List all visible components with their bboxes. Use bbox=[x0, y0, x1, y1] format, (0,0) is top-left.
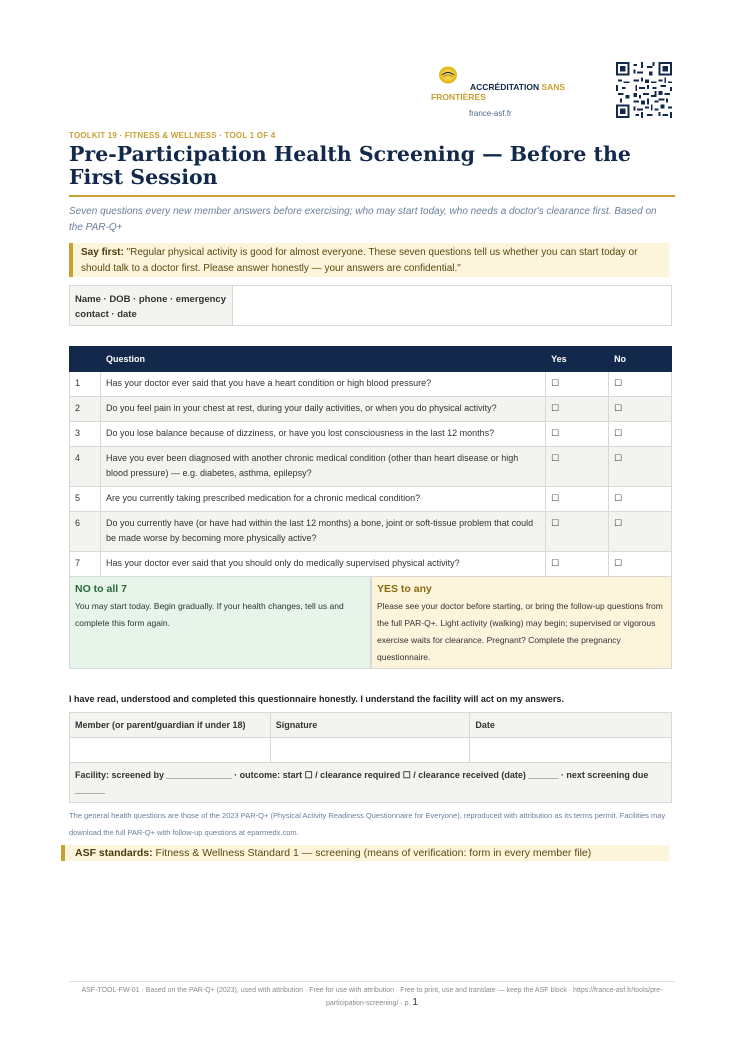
question-number: 2 bbox=[70, 397, 101, 422]
date-label: Date bbox=[470, 713, 672, 738]
signature-table bbox=[69, 712, 672, 803]
asf-standards-callout bbox=[61, 845, 669, 861]
no-checkbox[interactable]: ☐ bbox=[609, 397, 672, 422]
table-row bbox=[70, 552, 672, 577]
yes-checkbox[interactable]: ☐ bbox=[546, 372, 609, 397]
brand-url[interactable]: france-asf.fr bbox=[469, 109, 512, 118]
questions-table-header bbox=[70, 347, 672, 372]
footer-divider bbox=[69, 981, 675, 982]
no-checkbox[interactable]: ☐ bbox=[609, 487, 672, 512]
outcome-yes-box bbox=[371, 576, 672, 669]
question-text: Has your doctor ever said that you have a heart condition or high blood pressure? bbox=[100, 372, 545, 397]
outcome-no-text: You may start today. Begin gradually. If your health changes, tell us and complete this form again. bbox=[75, 601, 344, 628]
outcome-yes-title: YES to any bbox=[377, 583, 432, 595]
no-checkbox[interactable]: ☐ bbox=[609, 447, 672, 487]
date-field[interactable] bbox=[470, 738, 672, 763]
brand-name-part3: FRONTIÈRES bbox=[431, 92, 486, 102]
question-text: Are you currently taking prescribed medication for a chronic medical condition? bbox=[100, 487, 545, 512]
member-name-field[interactable] bbox=[70, 738, 271, 763]
question-number: 4 bbox=[70, 447, 101, 487]
outcome-no-box bbox=[69, 576, 371, 669]
page-number: 1 bbox=[412, 997, 418, 1008]
declaration-text: I have read, understood and completed this questionnaire honestly. I understand the facility will act on my answers. bbox=[69, 694, 564, 704]
signature-field[interactable] bbox=[270, 738, 470, 763]
question-text: Do you lose balance because of dizziness, or have you lost consciousness in the last 12 months? bbox=[100, 422, 545, 447]
say-first-text: "Regular physical activity is good for almost everyone. These seven questions tell us whether you can start today or should talk to a doctor first. Please answer honestly — your answers are confidential." bbox=[81, 247, 638, 274]
toolkit-eyebrow: TOOLKIT 19 · FITNESS & WELLNESS · TOOL 1 OF 4 bbox=[69, 131, 276, 140]
member-details-label: Name · DOB · phone · emergency contact · date bbox=[70, 286, 233, 325]
question-number: 5 bbox=[70, 487, 101, 512]
no-checkbox[interactable]: ☐ bbox=[609, 422, 672, 447]
table-row bbox=[70, 447, 672, 487]
title-divider bbox=[69, 195, 675, 197]
question-text: Do you feel pain in your chest at rest, during your daily activities, or when you do physical activity? bbox=[100, 397, 545, 422]
table-row bbox=[70, 487, 672, 512]
question-number: 1 bbox=[70, 372, 101, 397]
table-row bbox=[70, 422, 672, 447]
member-details-input[interactable] bbox=[234, 286, 671, 325]
brand-name bbox=[431, 82, 591, 102]
facility-screening-text: Facility: screened by _____________ · outcome: start ☐ / clearance required ☐ / clearance received (date) ______ · next screening due ______ bbox=[70, 763, 672, 803]
page-title: Pre-Participation Health Screening — Before the First Session bbox=[69, 142, 631, 189]
page-footer bbox=[69, 985, 675, 1010]
questions-table bbox=[69, 346, 672, 577]
no-checkbox[interactable]: ☐ bbox=[609, 372, 672, 397]
say-first-callout bbox=[69, 243, 669, 277]
say-first-label: Say first: bbox=[81, 247, 124, 258]
question-text: Has your doctor ever said that you should only do medically supervised physical activity? bbox=[100, 552, 545, 577]
member-details-field bbox=[69, 285, 672, 326]
asf-standards-label: ASF standards: bbox=[75, 847, 153, 859]
brand-name-part1: ACCRÉDITATION bbox=[470, 82, 540, 92]
signature-label: Signature bbox=[270, 713, 470, 738]
footer-text: ASF-TOOL-FW-01 · Based on the PAR-Q+ (2023), used with attribution · Free for use with attribution · Free to print, use and translate — keep the ASF block · https://france-asf.fr/tools/pre-participation-screening/ · p. bbox=[81, 987, 663, 1007]
question-text: Do you currently have (or have had within the last 12 months) a bone, joint or soft-tissue problem that could be made worse by becoming more physically active? bbox=[100, 512, 545, 552]
yes-checkbox[interactable]: ☐ bbox=[546, 552, 609, 577]
question-number: 3 bbox=[70, 422, 101, 447]
yes-checkbox[interactable]: ☐ bbox=[546, 487, 609, 512]
outcome-yes-text: Please see your doctor before starting, or bring the follow-up questions from the full PAR-Q+. Light activity (walking) may begin; supervised or vigorous exercise waits for clearance. Pregnant? Complete the pregnancy questionnaire. bbox=[377, 601, 663, 662]
question-number: 6 bbox=[70, 512, 101, 552]
header-question: Question bbox=[100, 347, 545, 372]
header-number bbox=[70, 347, 101, 372]
question-text: Have you ever been diagnosed with another chronic medical condition (other than heart disease or high blood pressure) — e.g. diabetes, asthma, epilepsy? bbox=[100, 447, 545, 487]
table-row bbox=[70, 512, 672, 552]
no-checkbox[interactable]: ☐ bbox=[609, 552, 672, 577]
signature-input-row bbox=[70, 738, 672, 763]
member-label: Member (or parent/guardian if under 18) bbox=[70, 713, 271, 738]
qr-code-icon bbox=[616, 62, 672, 118]
yes-checkbox[interactable]: ☐ bbox=[546, 397, 609, 422]
asf-standards-text: Fitness & Wellness Standard 1 — screening (means of verification: form in every member file) bbox=[152, 847, 592, 859]
page-subtitle: Seven questions every new member answers before exercising; who may start today, who needs a doctor's clearance first. Based on the PAR-Q+ bbox=[69, 206, 657, 233]
table-row bbox=[70, 397, 672, 422]
question-number: 7 bbox=[70, 552, 101, 577]
brand-name-part2: SANS bbox=[541, 82, 566, 92]
attribution-note: The general health questions are those of the 2023 PAR-Q+ (Physical Activity Readiness Questionnaire for Everyone), reproduced with attribution as its terms permit. Facilities may download the full PAR-Q+ with follow-up questions at eparmedx.com. bbox=[69, 811, 666, 837]
brand-block bbox=[431, 66, 591, 122]
table-row bbox=[70, 372, 672, 397]
yes-checkbox[interactable]: ☐ bbox=[546, 512, 609, 552]
facility-row bbox=[70, 763, 672, 803]
header-yes: Yes bbox=[546, 347, 609, 372]
header-no: No bbox=[609, 347, 672, 372]
yes-checkbox[interactable]: ☐ bbox=[546, 447, 609, 487]
no-checkbox[interactable]: ☐ bbox=[609, 512, 672, 552]
outcomes-panel bbox=[69, 576, 672, 669]
signature-table-header bbox=[70, 713, 672, 738]
yes-checkbox[interactable]: ☐ bbox=[546, 422, 609, 447]
outcome-no-title: NO to all 7 bbox=[75, 583, 127, 595]
